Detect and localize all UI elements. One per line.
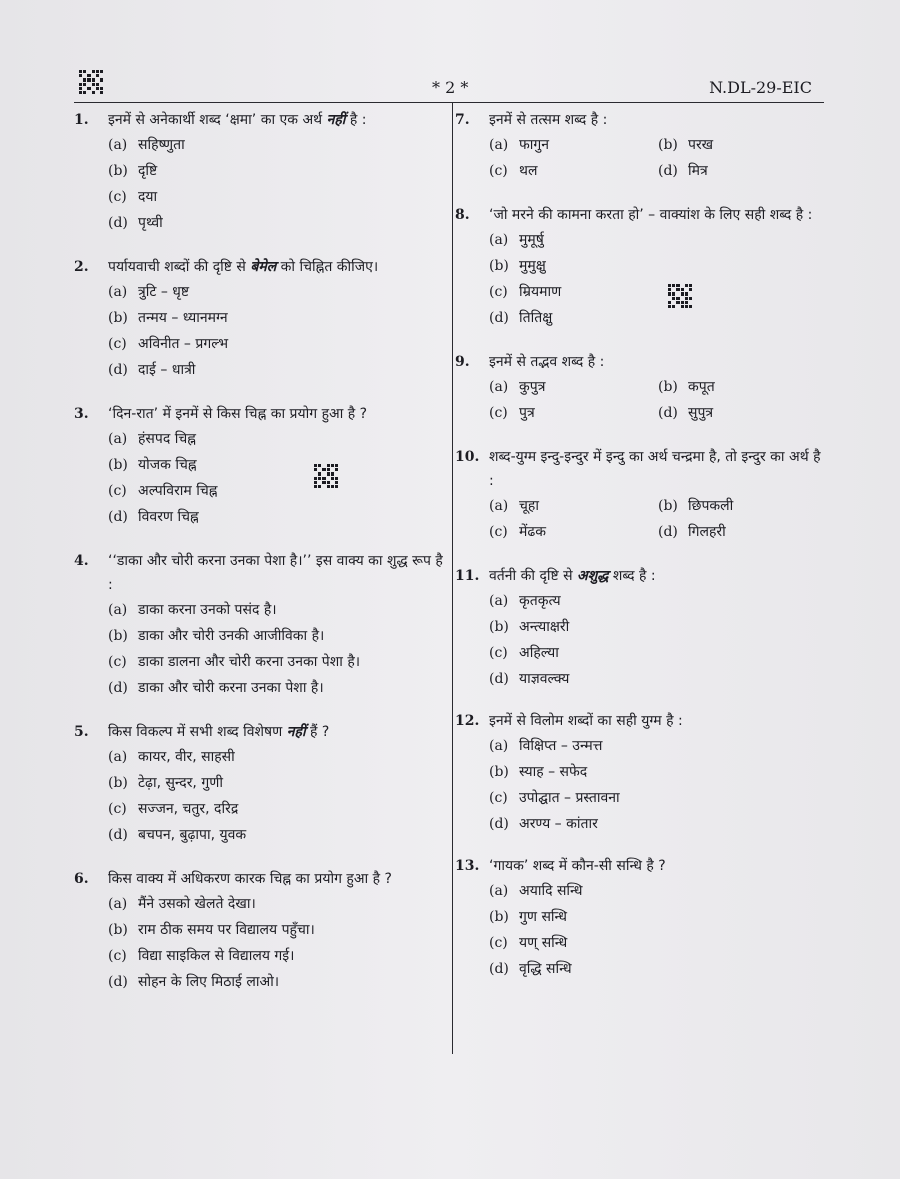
question-number: 11. [455, 568, 480, 584]
option-item [489, 640, 827, 666]
option-label: (d) [489, 671, 509, 687]
option-item [489, 253, 827, 279]
option-label: (b) [108, 922, 128, 938]
column-divider [452, 102, 453, 1054]
option-text: त्रुटि – धृष्ट [138, 284, 190, 300]
option-item [658, 400, 827, 426]
option-item [489, 759, 827, 785]
question-number: 7. [455, 112, 470, 128]
option-text: पृथ्वी [138, 215, 163, 231]
option-label: (d) [658, 405, 678, 421]
option-label: (c) [489, 284, 508, 300]
option-item [108, 796, 446, 822]
option-item [108, 623, 446, 649]
option-text: कपूत [688, 379, 715, 395]
option-label: (a) [489, 883, 509, 899]
question-number: 6. [74, 871, 89, 887]
question-item [74, 867, 446, 995]
options-list [108, 426, 446, 530]
option-label: (c) [108, 801, 127, 817]
option-item [658, 493, 827, 519]
question-stem [455, 854, 827, 878]
option-label: (d) [108, 509, 128, 525]
option-label: (a) [108, 896, 128, 912]
question-number: 2. [74, 259, 89, 275]
option-text: टेढ़ा, सुन्दर, गुणी [138, 775, 223, 791]
page-header [0, 78, 900, 102]
option-text: तितिक्षु [519, 310, 553, 326]
question-text [489, 564, 827, 588]
header-rule [74, 102, 824, 103]
question-text-part: शब्द-युग्म इन्दु-इन्दुर में इन्दु का अर्थ चन्द्रमा है, तो इन्दुर का अर्थ है : [489, 449, 821, 489]
question-item [74, 255, 446, 383]
emphasized-word: नहीं [326, 112, 346, 128]
option-text: कायर, वीर, साहसी [138, 749, 235, 765]
option-label: (d) [658, 163, 678, 179]
option-item [489, 785, 827, 811]
question-text-part: हैं ? [305, 724, 330, 740]
question-number: 12. [455, 713, 480, 729]
option-item [108, 597, 446, 623]
option-label: (c) [108, 654, 127, 670]
option-label: (d) [489, 961, 509, 977]
option-text: सुपुत्र [688, 405, 714, 421]
option-label: (a) [489, 498, 509, 514]
option-label: (d) [489, 310, 509, 326]
question-text-part: इनमें से अनेकार्थी शब्द ‘क्षमा’ का एक अर्थ [108, 112, 327, 128]
option-item [108, 822, 446, 848]
option-label: (b) [108, 628, 128, 644]
option-text: म्रियमाण [519, 284, 562, 300]
options-list [489, 588, 827, 692]
option-label: (c) [489, 524, 508, 540]
option-text: सहिष्णुता [138, 137, 185, 153]
option-label: (b) [658, 137, 678, 153]
option-text: हंसपद चिह्न [138, 431, 196, 447]
question-text-part: इनमें से तत्सम शब्द है : [489, 112, 608, 128]
question-stem [74, 255, 446, 279]
option-label: (d) [108, 680, 128, 696]
question-text-part: वर्तनी की दृष्टि से [489, 568, 578, 584]
question-text-part: ‘दिन-रात’ में इनमें से किस चिह्न का प्रयोग हुआ है ? [108, 406, 368, 422]
emphasized-word: बेमेल [250, 259, 277, 275]
option-text: मुमूर्षु [519, 232, 544, 248]
question-item [455, 350, 827, 426]
question-stem [455, 350, 827, 374]
option-item [108, 649, 446, 675]
paper-code: N.DL-29-EIC [709, 78, 812, 97]
option-text: गुण सन्धि [519, 909, 568, 925]
option-text: सज्जन, चतुर, दरिद्र [138, 801, 239, 817]
option-text: डाका करना उनको पसंद है। [138, 602, 277, 618]
option-label: (c) [489, 163, 508, 179]
option-label: (a) [489, 379, 509, 395]
question-stem [455, 203, 827, 227]
option-label: (b) [658, 498, 678, 514]
question-text-part: पर्यायवाची शब्दों की दृष्टि से [108, 259, 251, 275]
option-text: सोहन के लिए मिठाई लाओ। [138, 974, 280, 990]
option-text: डाका और चोरी करना उनका पेशा है। [138, 680, 324, 696]
question-text-part: ‘जो मरने की कामना करता हो’ – वाक्यांश के लिए सही शब्द है : [489, 207, 813, 223]
question-item [74, 402, 446, 530]
qr-code-icon [314, 464, 338, 488]
question-item [455, 709, 827, 837]
question-text [489, 854, 827, 878]
option-text: थल [519, 163, 538, 179]
option-label: (a) [489, 738, 509, 754]
qr-code-icon [668, 284, 692, 308]
question-text-part: किस वाक्य में अधिकरण कारक चिह्न का प्रयोग हुआ है ? [108, 871, 392, 887]
option-label: (c) [108, 483, 127, 499]
option-label: (a) [489, 232, 509, 248]
option-text: गिलहरी [688, 524, 726, 540]
option-label: (a) [108, 284, 128, 300]
question-stem [455, 564, 827, 588]
question-text-part: किस विकल्प में सभी शब्द विशेषण [108, 724, 287, 740]
question-number: 8. [455, 207, 470, 223]
option-item [489, 493, 658, 519]
question-item [455, 445, 827, 545]
question-item [455, 564, 827, 692]
options-list [489, 878, 827, 982]
option-text: अरण्य – कांतार [519, 816, 598, 832]
option-text: फागुन [519, 137, 550, 153]
option-text: मुमुक्षु [519, 258, 546, 274]
option-text: विद्या साइकिल से विद्यालय गई। [138, 948, 295, 964]
option-label: (c) [108, 336, 127, 352]
options-list [489, 733, 827, 837]
question-stem [74, 549, 446, 597]
option-text: विवरण चिह्न [138, 509, 199, 525]
option-text: मैंने उसको खेलते देखा। [138, 896, 256, 912]
option-label: (a) [108, 602, 128, 618]
option-label: (b) [108, 163, 128, 179]
option-item [489, 305, 827, 331]
option-item [489, 956, 827, 982]
option-text: डाका डालना और चोरी करना उनका पेशा है। [138, 654, 361, 670]
option-text: स्याह – सफेद [519, 764, 588, 780]
option-item [108, 357, 446, 383]
question-text [108, 108, 446, 132]
question-stem [455, 108, 827, 132]
question-text-part: को चिह्नित कीजिए। [276, 259, 379, 275]
option-label: (b) [108, 775, 128, 791]
option-item [108, 770, 446, 796]
question-text [108, 402, 446, 426]
question-number: 4. [74, 553, 89, 569]
question-stem [74, 108, 446, 132]
option-label: (c) [489, 405, 508, 421]
option-text: विक्षिप्त – उन्मत्त [519, 738, 603, 754]
option-text: डाका और चोरी उनकी आजीविका है। [138, 628, 325, 644]
option-item [658, 158, 827, 184]
option-text: अयादि सन्धि [519, 883, 583, 899]
option-item [489, 519, 658, 545]
option-item [489, 930, 827, 956]
question-text-part: ‘‘डाका और चोरी करना उनका पेशा है।’’ इस वाक्य का शुद्ध रूप है : [108, 553, 443, 593]
option-text: चूहा [519, 498, 539, 514]
options-list [489, 132, 827, 184]
option-item [489, 400, 658, 426]
question-item [74, 720, 446, 848]
question-text [489, 203, 827, 227]
option-item [108, 917, 446, 943]
option-item [108, 969, 446, 995]
question-text [489, 108, 827, 132]
option-item [489, 132, 658, 158]
question-text-part: शब्द है : [608, 568, 656, 584]
option-item [489, 374, 658, 400]
option-item [108, 331, 446, 357]
option-text: याज्ञवल्क्य [519, 671, 570, 687]
option-item [489, 904, 827, 930]
option-text: अल्पविराम चिह्न [138, 483, 218, 499]
options-list [489, 227, 827, 331]
left-column [74, 108, 446, 995]
emphasized-word: नहीं [286, 724, 306, 740]
option-item [108, 210, 446, 236]
options-list [489, 374, 827, 426]
option-text: अहिल्या [519, 645, 559, 661]
option-item [489, 158, 658, 184]
option-label: (a) [489, 593, 509, 609]
question-item [455, 108, 827, 184]
option-label: (b) [108, 457, 128, 473]
page-number: * 2 * [432, 78, 469, 97]
question-text [489, 709, 827, 733]
options-list [108, 132, 446, 236]
question-item [455, 203, 827, 331]
option-item [108, 675, 446, 701]
option-label: (d) [108, 215, 128, 231]
option-label: (c) [108, 189, 127, 205]
option-item [489, 878, 827, 904]
right-column [455, 108, 827, 982]
option-item [489, 811, 827, 837]
option-text: पुत्र [519, 405, 535, 421]
option-text: उपोद्घात – प्रस्तावना [519, 790, 620, 806]
question-stem [455, 445, 827, 493]
question-number: 9. [455, 354, 470, 370]
option-label: (b) [658, 379, 678, 395]
option-item [108, 279, 446, 305]
option-text: छिपकली [688, 498, 734, 514]
option-text: बचपन, बुढ़ापा, युवक [138, 827, 247, 843]
option-text: कुपुत्र [519, 379, 546, 395]
question-text-part: ‘गायक’ शब्द में कौन-सी सन्धि है ? [489, 858, 666, 874]
option-item [489, 279, 827, 305]
option-label: (b) [489, 258, 509, 274]
option-text: दया [138, 189, 158, 205]
option-text: वृद्धि सन्धि [519, 961, 572, 977]
option-label: (c) [489, 645, 508, 661]
question-stem [455, 709, 827, 733]
question-text [108, 255, 446, 279]
option-label: (d) [658, 524, 678, 540]
question-text [108, 867, 446, 891]
question-item [74, 108, 446, 236]
question-stem [74, 867, 446, 891]
option-text: योजक चिह्न [138, 457, 197, 473]
option-text: दाई – धात्री [138, 362, 196, 378]
question-number: 3. [74, 406, 89, 422]
option-label: (d) [108, 827, 128, 843]
option-text: मेंढक [519, 524, 547, 540]
question-stem [74, 720, 446, 744]
option-text: कृतकृत्य [519, 593, 561, 609]
option-text: मित्र [688, 163, 708, 179]
option-label: (c) [108, 948, 127, 964]
option-label: (d) [108, 362, 128, 378]
option-label: (b) [489, 619, 509, 635]
option-item [658, 374, 827, 400]
option-label: (d) [489, 816, 509, 832]
option-item [489, 227, 827, 253]
question-text [108, 549, 446, 597]
option-item [108, 891, 446, 917]
question-number: 13. [455, 858, 480, 874]
option-label: (b) [489, 764, 509, 780]
option-item [108, 452, 446, 478]
question-stem [74, 402, 446, 426]
option-label: (a) [108, 749, 128, 765]
option-item [489, 588, 827, 614]
question-text [489, 350, 827, 374]
question-number: 1. [74, 112, 89, 128]
option-label: (a) [108, 431, 128, 447]
question-number: 5. [74, 724, 89, 740]
option-item [489, 666, 827, 692]
option-item [108, 943, 446, 969]
option-label: (a) [108, 137, 128, 153]
question-text [489, 445, 827, 493]
option-label: (b) [489, 909, 509, 925]
option-item [108, 305, 446, 331]
option-text: राम ठीक समय पर विद्यालय पहुँचा। [138, 922, 315, 938]
option-item [108, 184, 446, 210]
option-text: यण् सन्धि [519, 935, 568, 951]
option-item [108, 158, 446, 184]
question-number: 10. [455, 449, 480, 465]
option-label: (c) [489, 935, 508, 951]
option-text: परख [688, 137, 714, 153]
option-label: (a) [489, 137, 509, 153]
option-text: अन्त्याक्षरी [519, 619, 570, 635]
option-text: दृष्टि [138, 163, 158, 179]
qr-code-icon [79, 70, 103, 94]
option-item [108, 744, 446, 770]
options-list [108, 744, 446, 848]
question-text [108, 720, 446, 744]
options-list [108, 891, 446, 995]
option-item [108, 478, 446, 504]
option-item [489, 614, 827, 640]
option-item [108, 426, 446, 452]
option-item [108, 504, 446, 530]
option-item [108, 132, 446, 158]
option-item [489, 733, 827, 759]
option-label: (d) [108, 974, 128, 990]
question-item [455, 854, 827, 982]
options-list [489, 493, 827, 545]
option-item [658, 132, 827, 158]
question-text-part: है : [345, 112, 367, 128]
option-text: तन्मय – ध्यानमग्न [138, 310, 228, 326]
option-item [658, 519, 827, 545]
option-text: अविनीत – प्रगल्भ [138, 336, 229, 352]
options-list [108, 597, 446, 701]
question-text-part: इनमें से तद्भव शब्द है : [489, 354, 605, 370]
emphasized-word: अशुद्ध [577, 568, 609, 584]
question-text-part: इनमें से विलोम शब्दों का सही युग्म है : [489, 713, 683, 729]
question-item [74, 549, 446, 701]
options-list [108, 279, 446, 383]
option-label: (c) [489, 790, 508, 806]
option-label: (b) [108, 310, 128, 326]
